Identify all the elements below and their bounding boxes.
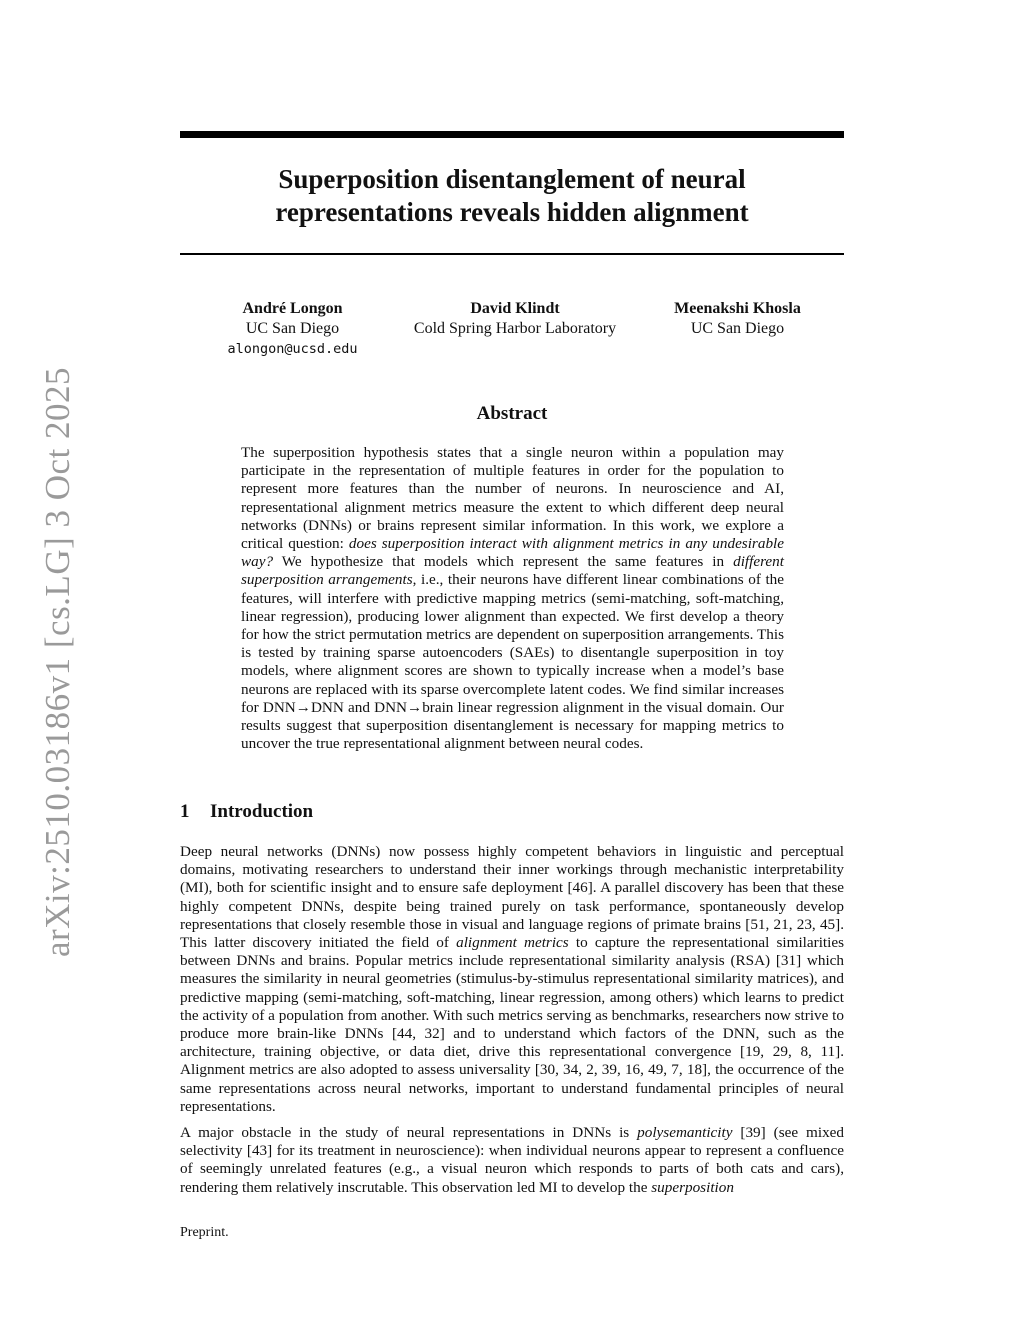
author-name: Meenakshi Khosla xyxy=(674,300,801,317)
abstract-text: We hypothesize that models which represent the same features in xyxy=(273,553,734,571)
paragraph-text: to capture the representational similarities between DNNs and brains. Popular metrics include representational similarity analysis (RSA) [31] which measures the similarity in neural geometries (stimulus-by-stimulus representational similarity matrices), and predictive mapping (semi-matching, soft-matching, linear regression, among others) which learns to predict the activity of a population from another. With such metrics serving as benchmarks, researchers now strive to produce more brain-like DNNs [44, 32] and to understand which factors of the DNN, such as the architecture, training objective, or data diet, drive this representational convergence [19, 29, 8, 11]. Alignment metrics are also adopted to assess universality [30, 34, 2, 39, 16, 49, 7, 18], the occurrence of the same representations across neural networks, important to understand fundamental principles of neural representations. xyxy=(180,934,844,1115)
abstract-text: , i.e., their neurons have different linear combinations of the features, will interfere with predictive mapping metrics (semi-matching, soft-matching, linear regression), producing lower alignment than expected. We first develop a theory for how the strict permutation metrics are dependent on superposition arrangements. This is tested by training sparse autoencoders (SAEs) to disentangle superposition in toy models, where alignment scores are shown to typically increase when a model’s base neurons are replaced with its sparse overcomplete latent codes. We find similar increases for DNN→DNN and DNN→brain linear regression alignment in the visual domain. Our results suggest that superposition disentanglement is necessary for mapping metrics to uncover the true representational alignment between neural codes. xyxy=(241,571,784,753)
paragraph-text: [39] (see mixed selectivity [43] for its treatment in neuroscience): when individual neurons appear to represent a confluence of seemingly unrelated features (e.g., a visual neuron which responds to parts of both cats and cars), rendering them relatively inscrutable. This observation led MI to develop the xyxy=(180,1124,844,1196)
author-block xyxy=(655,299,820,339)
arxiv-identifier-stamp: arXiv:2510.03186v1 [cs.LG] 3 Oct 2025 xyxy=(38,366,77,958)
paragraph-text: A major obstacle in the study of neural representations in DNNs is xyxy=(180,1124,638,1142)
title-rule-bottom xyxy=(180,253,844,255)
abstract-heading: Abstract xyxy=(476,403,548,424)
section-number: 1 xyxy=(180,801,190,822)
introduction-body xyxy=(180,843,844,1205)
paragraph-emphasis: superposition xyxy=(651,1178,734,1196)
author-name: David Klindt xyxy=(470,300,560,317)
footer-note: Preprint. xyxy=(180,1225,229,1240)
author-email: alongon@ucsd.edu xyxy=(227,341,358,357)
author-name: André Longon xyxy=(242,300,343,317)
abstract-text: The superposition hypothesis states that a single neuron within a population may participate in the representation of multiple features in order for the population to represent more features than the number of neurons. In neuroscience and AI, representational alignment metrics measure the extent to which different deep neural networks (DNNs) or brains represent similar information. In this work, we explore a critical question: xyxy=(241,444,784,553)
paragraph-text: Deep neural networks (DNNs) now possess highly competent behaviors in linguistic and perceptual domains, motivating researchers to understand their inner workings through mechanistic interpretability (MI), both for scientific insight and to ensure safe deployment [46]. A parallel discovery has been that these highly competent DNNs, despite being trained purely on task performance, spontaneously develop representations that closely resemble those in visual and language regions of primate brains [51, 21, 23, 45]. This latter discovery initiated the field of xyxy=(180,843,844,952)
abstract-emphasis: different superposition arrangements xyxy=(241,553,784,589)
author-affiliation: Cold Spring Harbor Laboratory xyxy=(413,320,617,337)
section-title: Introduction xyxy=(210,801,314,822)
paragraph xyxy=(180,1124,844,1197)
paragraph-emphasis: polysemanticity xyxy=(637,1124,733,1142)
abstract-emphasis: does superposition interact with alignment metrics in any undesirable way? xyxy=(241,535,784,571)
author-block xyxy=(395,299,635,339)
title-rule-top xyxy=(180,131,844,138)
title-line-1: Superposition disentanglement of neural xyxy=(278,164,746,194)
author-affiliation: UC San Diego xyxy=(690,320,785,337)
author-affiliation: UC San Diego xyxy=(245,320,340,337)
paper-title xyxy=(180,163,844,229)
paragraph-emphasis: alignment metrics xyxy=(456,934,569,952)
abstract-body xyxy=(241,444,784,753)
paragraph xyxy=(180,843,844,1116)
section-heading xyxy=(180,801,313,823)
author-block xyxy=(200,299,385,359)
title-line-2: representations reveals hidden alignment xyxy=(275,197,749,227)
